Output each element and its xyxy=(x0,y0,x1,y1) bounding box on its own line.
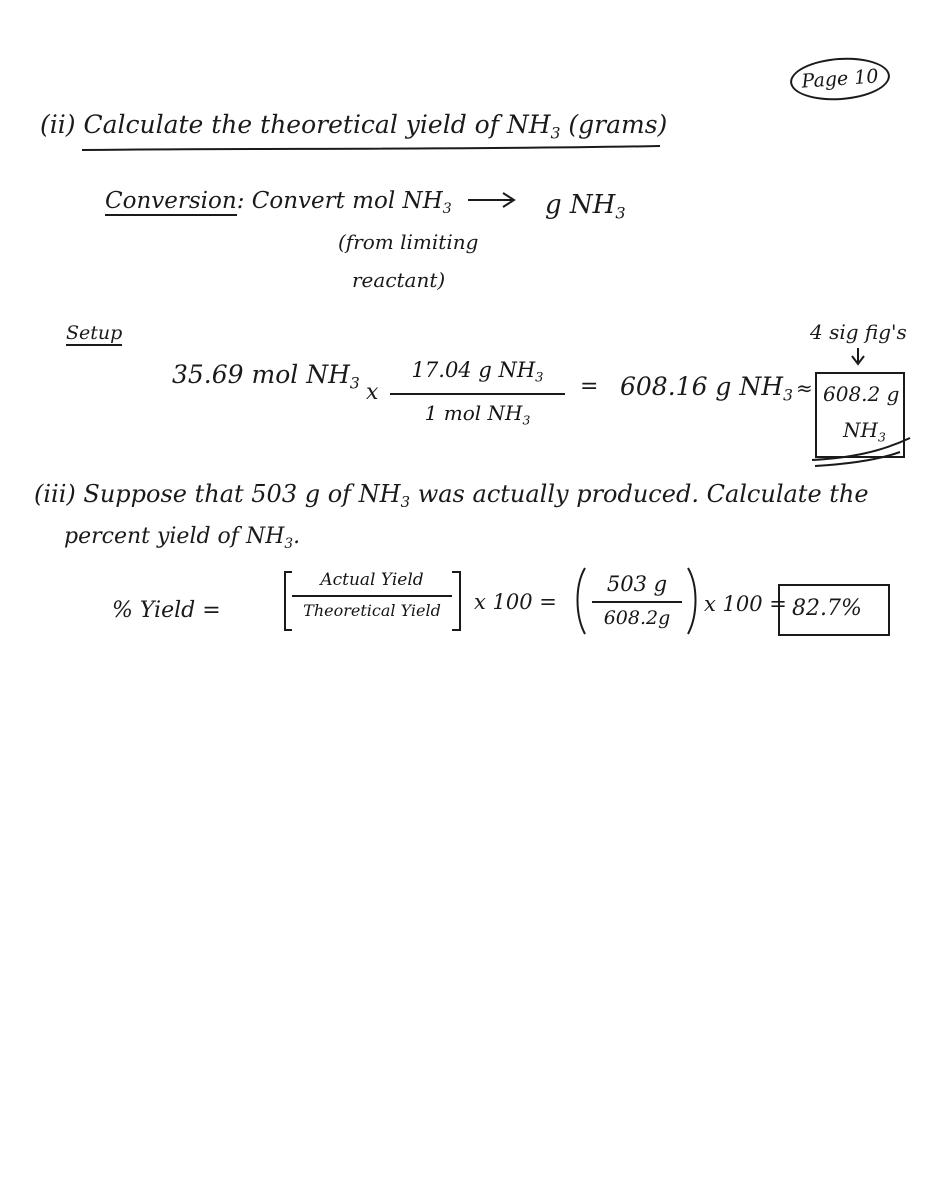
theoretical-yield-value: 608.2g xyxy=(603,607,671,629)
factor-denominator-subscript: 3 xyxy=(522,411,531,427)
percent-yield-lhs: % Yield = xyxy=(112,598,221,623)
conversion-subscript: 3 xyxy=(442,200,452,217)
start-quantity-text: 35.69 mol NH xyxy=(172,360,350,389)
page-number-label: Page 10 xyxy=(800,65,880,93)
part3-question-line2-text: percent yield of NH xyxy=(64,524,285,549)
yield-values-fraction xyxy=(592,574,682,628)
final-unit-text: NH xyxy=(843,418,878,442)
raw-result-text: 608.16 g NH xyxy=(620,372,784,401)
percent-yield-answer: 82.7% xyxy=(792,596,862,621)
setup-label-text: Setup xyxy=(66,322,123,344)
part2-heading-tail: (grams) xyxy=(560,110,668,139)
part3-question-subscript: 3 xyxy=(400,493,411,512)
times-100-first: x 100 = xyxy=(474,590,557,614)
times-sign: x xyxy=(366,380,379,405)
equals-sign: = xyxy=(580,374,599,399)
factor-numerator-text: 17.04 g NH xyxy=(411,358,536,382)
conversion-note-line2: reactant) xyxy=(352,268,446,292)
final-answer-value: 608.2 g xyxy=(823,382,900,406)
factor-denominator-text: 1 mol NH xyxy=(424,400,523,425)
times-100-second: x 100 = xyxy=(704,592,787,616)
part3-question-tail: was actually produced. Calculate the xyxy=(410,480,869,508)
conversion-text: : Convert mol NH xyxy=(236,188,443,214)
factor-numerator-subscript: 3 xyxy=(535,370,544,386)
conversion-target-subscript: 3 xyxy=(615,203,626,223)
actual-yield-value: 503 g xyxy=(606,572,668,596)
part3-question-line2-subscript: 3 xyxy=(284,535,294,552)
formula-denominator: Theoretical Yield xyxy=(303,601,441,620)
conversion-label: Conversion xyxy=(105,188,237,214)
part3-question-line2-tail: . xyxy=(293,524,301,549)
percent-yield-answer-box xyxy=(778,584,890,636)
sig-figs-note: 4 sig fig's xyxy=(810,320,907,344)
formula-numerator: Actual Yield xyxy=(320,570,424,590)
part2-heading-subscript: 3 xyxy=(550,124,561,143)
raw-result-subscript: 3 xyxy=(783,386,793,405)
start-quantity-subscript: 3 xyxy=(349,374,360,393)
approx-sign: ≈ xyxy=(796,376,813,400)
part2-heading-text: (ii) Calculate the theoretical yield of NH xyxy=(40,110,551,139)
part3-question-text: (iii) Suppose that 503 g of NH xyxy=(34,480,401,508)
conversion-note-line1: (from limiting xyxy=(338,230,479,254)
values-fraction-bar xyxy=(592,601,682,603)
conversion-target-text: g NH xyxy=(545,190,616,220)
yield-formula-fraction xyxy=(292,572,452,619)
final-unit-subscript: 3 xyxy=(877,429,886,445)
formula-fraction-bar xyxy=(292,595,452,597)
